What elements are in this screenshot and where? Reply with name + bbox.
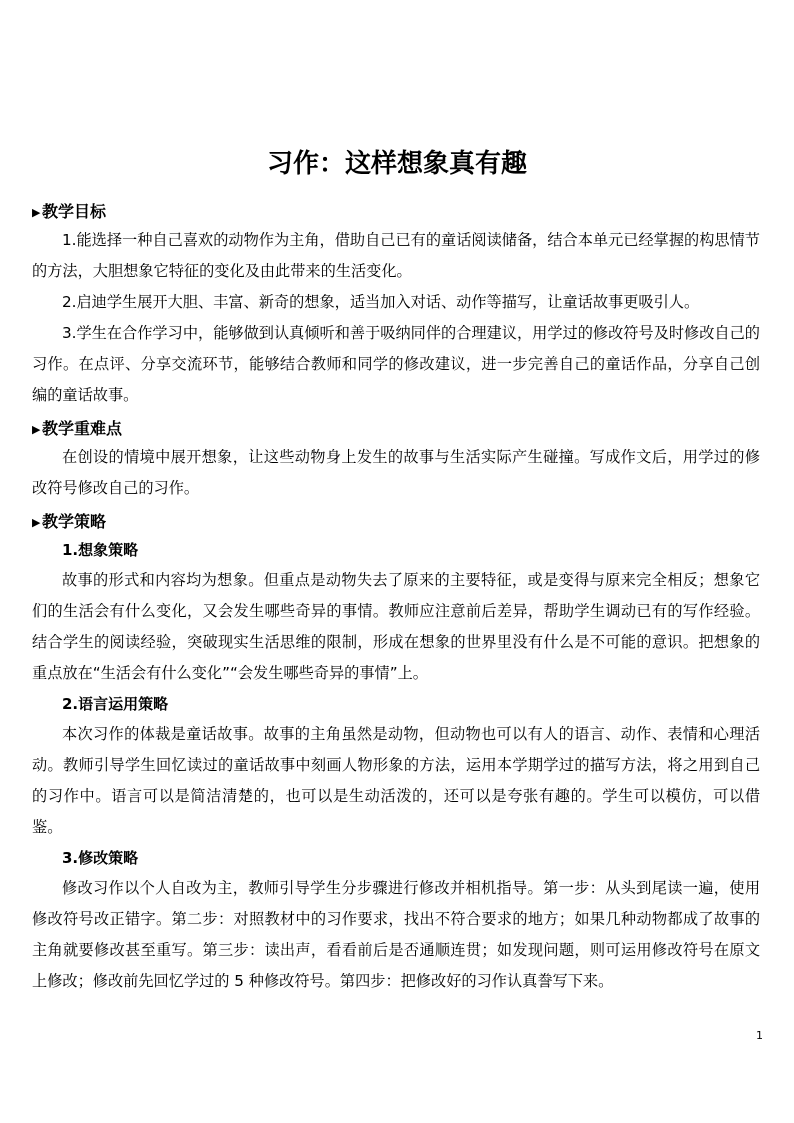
triangle-bullet-icon: ▶ <box>32 516 41 529</box>
section-heading-objectives <box>32 200 760 225</box>
page-title: 习作：这样想象真有趣 <box>266 149 527 179</box>
section-heading-text: 教学目标 <box>42 202 107 221</box>
revision-strategy-paragraph: 修改习作以个人自改为主，教师引导学生分步骤进行修改并相机指导。第一步：从头到尾读一遍，使用修改符号改正错字。第二步：对照教材中的习作要求，找出不符合要求的地方；如果几种动物都成了故事的主角就要修改甚至重写。第三步：读出声，看看前后是否通顺连贯；如发现问题，则可运用修改符号在原文上修改；修改前先回忆学过的 5 种修改符号。第四步：把修改好的习作认真誊写下来。 <box>32 879 760 990</box>
objective-paragraph-3: 3.学生在合作学习中，能够做到认真倾听和善于吸纳同伴的合理建议，用学过的修改符号及时修改自己的习作。在点评、分享交流环节，能够结合教师和同学的修改建议，进一步完善自己的童话作品，分享自己创编的童话故事。 <box>32 324 760 404</box>
imagination-strategy-paragraph: 故事的形式和内容均为想象。但重点是动物失去了原来的主要特征，或是变得与原来完全相反；想象它们的生活会有什么变化，又会发生哪些奇异的事情。教师应注意前后差异，帮助学生调动已有的写作经验。结合学生的阅读经验，突破现实生活思维的限制，形成在想象的世界里没有什么是不可能的意识。把想象的重点放在“生活会有什么变化”“会发生哪些奇异的事情”上。 <box>32 571 760 682</box>
section-heading-text: 教学策略 <box>42 512 107 531</box>
section-heading-text: 教学重难点 <box>42 419 123 438</box>
language-strategy-paragraph: 本次习作的体裁是童话故事。故事的主角虽然是动物，但动物也可以有人的语言、动作、表情和心理活动。教师引导学生回忆读过的童话故事中刻画人物形象的方法，运用本学期学过的描写方法，将之用到自己的习作中。语言可以是简洁清楚的，也可以是生动活泼的，还可以是夸张有趣的。学生可以模仿，可以借鉴。 <box>32 725 760 836</box>
section-heading-key-points <box>32 417 760 442</box>
subsection-heading-imagination: 1.想象策略 <box>62 541 139 559</box>
document-body <box>32 200 760 997</box>
subsection-heading-revision: 3.修改策略 <box>62 849 139 867</box>
triangle-bullet-icon: ▶ <box>32 206 41 219</box>
objective-paragraph-1: 1.能选择一种自己喜欢的动物作为主角，借助自己已有的童话阅读储备，结合本单元已经掌握的构思情节的方法，大胆想象它特征的变化及由此带来的生活变化。 <box>32 231 760 280</box>
objective-paragraph-2: 2.启迪学生展开大胆、丰富、新奇的想象，适当加入对话、动作等描写，让童话故事更吸引人。 <box>62 293 700 311</box>
triangle-bullet-icon: ▶ <box>32 423 41 436</box>
key-points-paragraph: 在创设的情境中展开想象，让这些动物身上发生的故事与生活实际产生碰撞。写成作文后，用学过的修改符号修改自己的习作。 <box>32 448 760 497</box>
subsection-heading-language: 2.语言运用策略 <box>62 695 169 713</box>
page-number: 1 <box>756 1029 763 1042</box>
section-heading-strategies <box>32 510 760 535</box>
